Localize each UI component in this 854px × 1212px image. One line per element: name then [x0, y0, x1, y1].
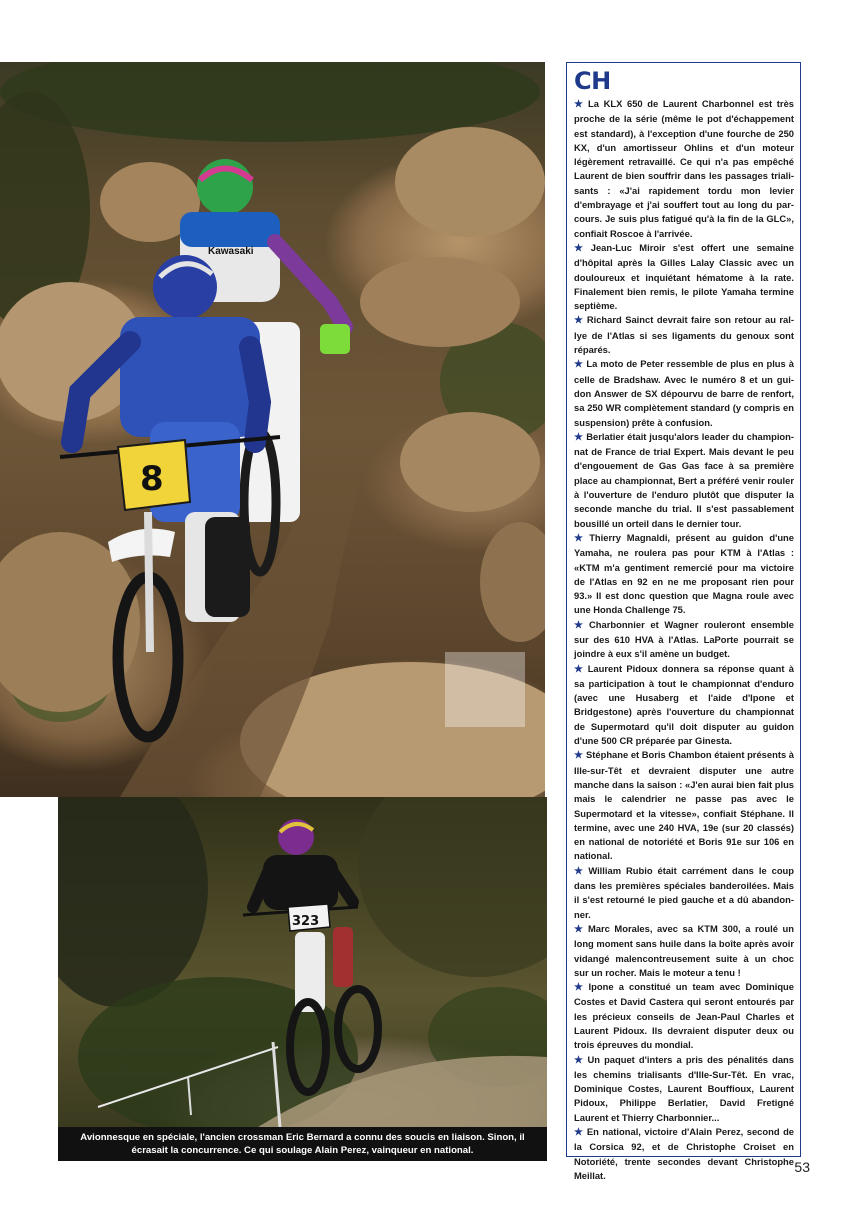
number-plate-323: 323 — [292, 914, 320, 929]
star-bullet-icon: ★ — [574, 315, 584, 327]
number-plate-8: 8 — [140, 459, 164, 499]
news-item: ★ Ipone a constitué un team avec Dominique Costes et David Castera qui seront entourés par les précieux conseils de Jean-Paul Charles et Laurent Pidoux. Ils devraient disputer deux ou trois épreuves du mondial. — [574, 981, 794, 1051]
news-item: ★ Berlatier était jusqu'alors leader du champion-nat de France de trial Expert. Mais devant le peu d'engouement de Gas Gas face à sa première place au championnat, Bert a préféré venir rouler à l'ouverture de l'enduro plutôt que disputer la seconde manche du trial. Il s'est passablement bousillé un orteil dans le dernier tour. — [574, 430, 794, 529]
news-item: ★ Jean-Luc Miroir s'est offert une semaine d'hôpital après la Gilles Lalay Classic avec un douloureux et inquiétant hématome à la rate. Finalement bien remis, le pilote Yamaha termine septième. — [574, 241, 794, 312]
star-bullet-icon: ★ — [574, 1054, 585, 1066]
star-bullet-icon: ★ — [574, 750, 583, 762]
news-items-list — [574, 97, 794, 1183]
star-bullet-icon: ★ — [574, 242, 588, 254]
photo-rider-jump — [58, 797, 547, 1127]
star-bullet-icon: ★ — [574, 359, 584, 371]
star-bullet-icon: ★ — [574, 982, 586, 994]
news-item: ★ La KLX 650 de Laurent Charbonnel est très proche de la série (même le pot d'échappement est standard), à l'exception d'une fourche de 250 KX, d'un amortisseur Ohlins et d'un moteur légèrement retravaillé. Ce qui n'a pas empêché Laurent de bien souffrir dans les passages triali-sants : «J'ai rapidement tordu mon levier d'embrayage et j'ai souffert tout au long du par-cours. Je suis plus fatigué qu'à la fin de la GLC», confiait Roscoe à l'arrivée. — [574, 98, 795, 239]
news-item: ★ Un paquet d'inters a pris des pénalités dans les chemins trialisants d'Ille-Sur-Têt. En vrac, Dominique Costes, Laurent Bouffioux, Laurent Pidoux, Philippe Berlatier, David Fretigné Laurent et Thierry Charbonnier... — [574, 1053, 794, 1123]
star-bullet-icon: ★ — [574, 99, 586, 110]
star-bullet-icon: ★ — [574, 1127, 584, 1139]
star-bullet-icon: ★ — [574, 431, 584, 443]
star-bullet-icon: ★ — [574, 865, 586, 877]
photo-enduro-riders-rocks — [0, 62, 545, 797]
news-item: ★ Marc Morales, avec sa KTM 300, a roulé un long moment sans huile dans la boîte après avoir vidangé malencontreusement suite à un choc sur un rocher. Mais le moteur a tenu ! — [574, 922, 794, 978]
news-item: ★ La moto de Peter ressemble de plus en plus à celle de Bradshaw. Avec le numéro 8 et un gui-don Answer de SX dépourvu de barre de renfort, sa 250 WR complètement standard (y compris en suspension) prête à confusion. — [574, 358, 794, 428]
star-bullet-icon: ★ — [574, 532, 587, 544]
news-item: ★ Stéphane et Boris Chambon étaient présents à Ille-sur-Têt et devraient disputer une autre manche dans la saison : «J'en aurai bien fait plus mais le calendrier ne passe pas avec le Supermotard et la vitesse», confiait Stéphane. Il termine, avec une 240 HVA, 19e (sur 20 classés) en national de notoriété et Boris 91e sur 106 en national. — [574, 749, 795, 862]
news-sidebar — [566, 62, 801, 1181]
photo-caption: Avionnesque en spéciale, l'ancien crossman Eric Bernard a connu des soucis en liaison. Sinon, il écrasait la concurrence. Ce qui soulage Alain Perez, vainqueur en national. — [58, 1127, 547, 1161]
photo-rider-jump-illustration — [58, 797, 547, 1127]
page-number: 53 — [794, 1159, 810, 1175]
photo-enduro-riders-illustration — [0, 62, 545, 797]
news-item: ★ Laurent Pidoux donnera sa réponse quant à sa participation à tout le championnat d'enduro (avec une Husaberg et l'aide d'Ipone et Bridgestone) après l'ouverture du championnat de Supermotard qu'il doit disputer au guidon d'une 500 CR préparée par Ginesta. — [574, 662, 794, 747]
star-bullet-icon: ★ — [574, 619, 586, 631]
news-item: ★ En national, victoire d'Alain Perez, second de la Corsica 92, et de Christophe Croiset en Notoriété, trente secondes devant Christophe Meillat. — [574, 1126, 795, 1181]
sidebar-title: CH — [574, 67, 611, 95]
news-item: ★ Richard Sainct devrait faire son retour au ral-lye de l'Atlas si ses ligaments du genoux sont réparés. — [574, 314, 795, 356]
star-bullet-icon: ★ — [574, 663, 585, 675]
news-item: ★ Thierry Magnaldi, présent au guidon d'une Yamaha, ne roulera pas pour KTM à l'Atlas : «KTM m'a gentiment remercié pour ma victoire de l'Atlas en 92 en ne me proposant rien pour 93.» Il est donc question que Magna roule avec une Honda Challenge 75. — [574, 531, 794, 616]
kawasaki-lettering: Kawasaki — [208, 246, 254, 257]
news-item: ★ William Rubio était carrément dans le coup dans les premières spéciales banderoilées. Mais il s'est retourné le pied gauche et a dû abandon-ner. — [574, 864, 794, 920]
news-item: ★ Charbonnier et Wagner rouleront ensemble sur des 610 HVA à l'Atlas. LaPorte pourrait se joindre à eux s'il amène un budget. — [574, 618, 794, 660]
star-bullet-icon: ★ — [574, 923, 585, 935]
